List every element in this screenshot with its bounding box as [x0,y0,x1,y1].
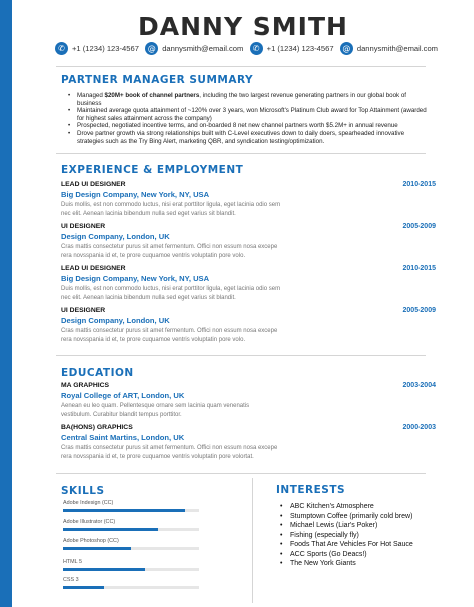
company-name: Design Company, London, UK [61,232,170,241]
job-title: LEAD UI DESIGNER [61,181,126,188]
resume-name: DANNY SMITH [138,12,348,41]
summary-title: PARTNER MANAGER SUMMARY [61,74,254,86]
job-dates: 2010-2015 [402,181,436,188]
interests-list [280,502,413,569]
skills-title: SKILLS [61,485,105,497]
phone-icon: ✆ [55,42,68,55]
skill-label: CSS 3 [63,577,79,583]
job-dates: 2005-2009 [402,223,436,230]
interest-item: • Stumptown Coffee (primarily cold brew) [280,512,413,522]
summary-item [68,107,428,122]
skill-label: Adobe Illustrator (CC) [63,519,116,525]
skill-bar-fill [63,547,131,550]
education-description: Cras mattis consectetur purus sit amet fermentum. Offici non essum nosa excepe rera novsspania id et, te prore cuquamoe ventris voluptatin pore volortat. [61,445,278,460]
interest-item: • Fishing (especially fly) [280,531,413,541]
degree-title: BA(HONS) GRAPHICS [61,424,133,431]
interest-item: • ABC Kitchen's Atmosphere [280,502,413,512]
skill-item [63,577,203,589]
job-description: Duis mollis, est non commodo luctus, nisi erat porttitor ligula, eget lacinia odio sem nec elit. Aenean lacinia bibendum nulla sed eget varius sit blandit. [61,286,281,301]
contact-email-text: dannysmith@email.com [162,44,244,53]
contact-email-text: dannysmith@email.com [356,44,438,53]
interest-item: • The New York Giants [280,559,413,569]
experience-entry [61,223,436,261]
contact-email-2[interactable] [340,42,438,55]
summary-list [68,92,428,145]
summary-item [68,122,428,130]
job-description: Cras mattis consectetur purus sit amet fermentum. Offici non essum nosa excepe rera novsspania id et, te prore cuquamoe ventris voluptatin pore volo. [61,328,278,343]
experience-entry [61,265,436,303]
job-dates: 2010-2015 [402,265,436,272]
phone-icon: ✆ [250,42,263,55]
skill-bar-track [63,547,199,550]
education-entry [61,382,436,420]
contact-phone[interactable] [55,42,139,55]
summary-text: Drove partner growth via strong relationships built with C-Level executives down to daily doers, spearheaded innovative strategies such as the Try Bing Alert, marketing QBR, and syndication testing/optimization. [77,129,405,145]
job-dates: 2005-2009 [402,307,436,314]
education-dates: 2000-2003 [402,424,436,431]
job-title: UI DESIGNER [61,307,106,314]
interest-item: • ACC Sports (Go Deacs!) [280,550,413,560]
skill-item [63,559,203,571]
education-entry [61,424,436,462]
skill-bar-track [63,528,199,531]
email-icon: @ [145,42,158,55]
contact-phone-text: +1 (1234) 123-4567 [266,44,334,53]
divider [56,66,426,67]
skill-bar-track [63,586,199,589]
skill-bar-track [63,509,199,512]
company-name: Design Company, London, UK [61,316,170,325]
skill-bar-track [63,568,199,571]
education-description: Aenean eu leo quam. Pellentesque ornare sem lacinia quam venenatis vestibulum. Curabitur blandit tempus porttitor. [61,403,250,418]
summary-text: , including the two largest revenue generating partners in our global book of business [77,92,406,107]
skill-label: HTML 5 [63,559,82,565]
interests-title: INTERESTS [276,484,346,496]
divider [56,355,426,356]
summary-text: Managed [77,92,105,99]
job-title: UI DESIGNER [61,223,106,230]
skill-item [63,519,203,531]
job-description: Duis mollis, est non commodo luctus, nisi erat porttitor ligula, eget lacinia odio sem nec elit. Aenean lacinia bibendum nulla sed eget varius sit blandit. [61,202,281,217]
column-divider [252,478,253,603]
degree-title: MA GRAPHICS [61,382,110,389]
skill-item [63,500,203,512]
divider [56,153,426,154]
job-title: LEAD UI DESIGNER [61,265,126,272]
education-title: EDUCATION [61,367,134,379]
school-name: Central Saint Martins, London, UK [61,433,185,442]
interest-item: • Michael Lewis (Liar's Poker) [280,521,413,531]
skill-item [63,538,203,550]
skill-label: Adobe Photoshop (CC) [63,538,119,544]
education-dates: 2003-2004 [402,382,436,389]
skill-bar-fill [63,528,158,531]
school-name: Royal College of ART, London, UK [61,391,185,400]
job-description: Cras mattis consectetur purus sit amet fermentum. Offici non essum nosa excepe rera novsspania id et, te prore cuquamoe ventris voluptatin pore volo. [61,244,278,259]
skill-label: Adobe Indesign (CC) [63,500,114,506]
summary-bold: $20M+ book of channel partners [104,92,200,99]
interest-item: • Foods That Are Vehicles For Hot Sauce [280,540,413,550]
summary-text: Prospected, negotiated incentive terms, and on-boarded 8 net new channel partners worth $5.2M+ in annual revenue [77,122,398,130]
company-name: Big Design Company, New York, NY, USA [61,190,210,199]
contact-email[interactable] [145,42,243,55]
email-icon: @ [340,42,353,55]
summary-item [68,130,428,145]
skill-bar-fill [63,568,145,571]
skill-bar-fill [63,509,185,512]
experience-entry [61,181,436,219]
divider [56,473,426,474]
summary-text: Maintained average quota attainment of ~120% over 3 years, won Microsoft's Platinum Club award for Top Attainment (awarded for highest sales attainment across the company) [77,107,427,122]
experience-entry [61,307,436,345]
left-accent-bar [0,0,12,607]
summary-item [68,92,428,107]
experience-title: EXPERIENCE & EMPLOYMENT [61,164,244,176]
contact-phone-text: +1 (1234) 123-4567 [72,44,139,53]
contact-phone-2[interactable] [250,42,334,55]
company-name: Big Design Company, New York, NY, USA [61,274,210,283]
contact-bar [55,42,438,55]
skill-bar-fill [63,586,104,589]
